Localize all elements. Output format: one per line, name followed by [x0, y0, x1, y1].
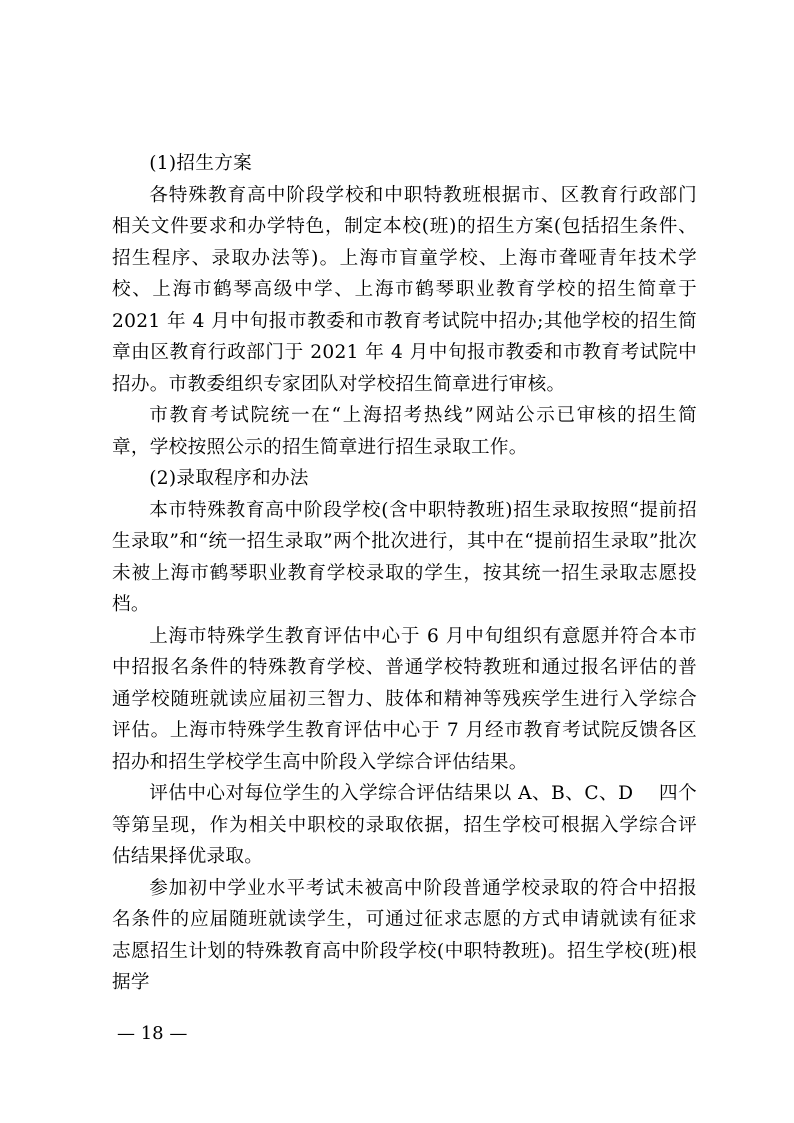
- section-heading: (1)招生方案: [149, 153, 253, 174]
- paragraph: 上海市特殊学生教育评估中心于 6 月中旬组织有意愿并符合本市中招报名条件的特殊教育学校、普通学校特教班和通过报名评估的普通学校随班就读应届初三智力、肢体和精神等残疾学生进行入学综合评估。上海市特殊学生教育评估中心于 7 月经市教育考试院反馈各区招办和招生学校学生高中阶段入学综合评估结果。: [112, 625, 697, 773]
- paragraph: 市教育考试院统一在“上海招考热线”网站公示已审核的招生简章，学校按照公示的招生简章进行招生录取工作。: [112, 405, 697, 458]
- page-number: — 18 —: [117, 1023, 188, 1044]
- document-body: [112, 148, 697, 999]
- paragraph: 评估中心对每位学生的入学综合评估结果以 A、B、C、D 四个等第呈现，作为相关中职校的录取依据，招生学校可根据入学综合评估结果择优录取。: [112, 783, 697, 867]
- paragraph: 各特殊教育高中阶段学校和中职特教班根据市、区教育行政部门相关文件要求和办学特色，制定本校(班)的招生方案(包括招生条件、招生程序、录取办法等)。上海市盲童学校、上海市聋哑青年技术学校、上海市鹤琴高级中学、上海市鹤琴职业教育学校的招生简章于 2021 年 4 月中旬报市教委和市教育考试院中招办;其他学校的招生简章由区教育行政部门于 2021 年 4 月中旬报市教委和市教育考试院中招办。市教委组织专家团队对学校招生简章进行审核。: [112, 184, 697, 395]
- paragraph: 本市特殊教育高中阶段学校(含中职特教班)招生录取按照“提前招生录取”和“统一招生录取”两个批次进行，其中在“提前招生录取”批次未被上海市鹤琴职业教育学校录取的学生，按其统一招生录取志愿投档。: [112, 499, 697, 615]
- section-heading: (2)录取程序和办法: [149, 468, 309, 489]
- paragraph: 参加初中学业水平考试未被高中阶段普通学校录取的符合中招报名条件的应届随班就读学生，可通过征求志愿的方式申请就读有征求志愿招生计划的特殊教育高中阶段学校(中职特教班)。招生学校(班)根据学: [112, 877, 697, 993]
